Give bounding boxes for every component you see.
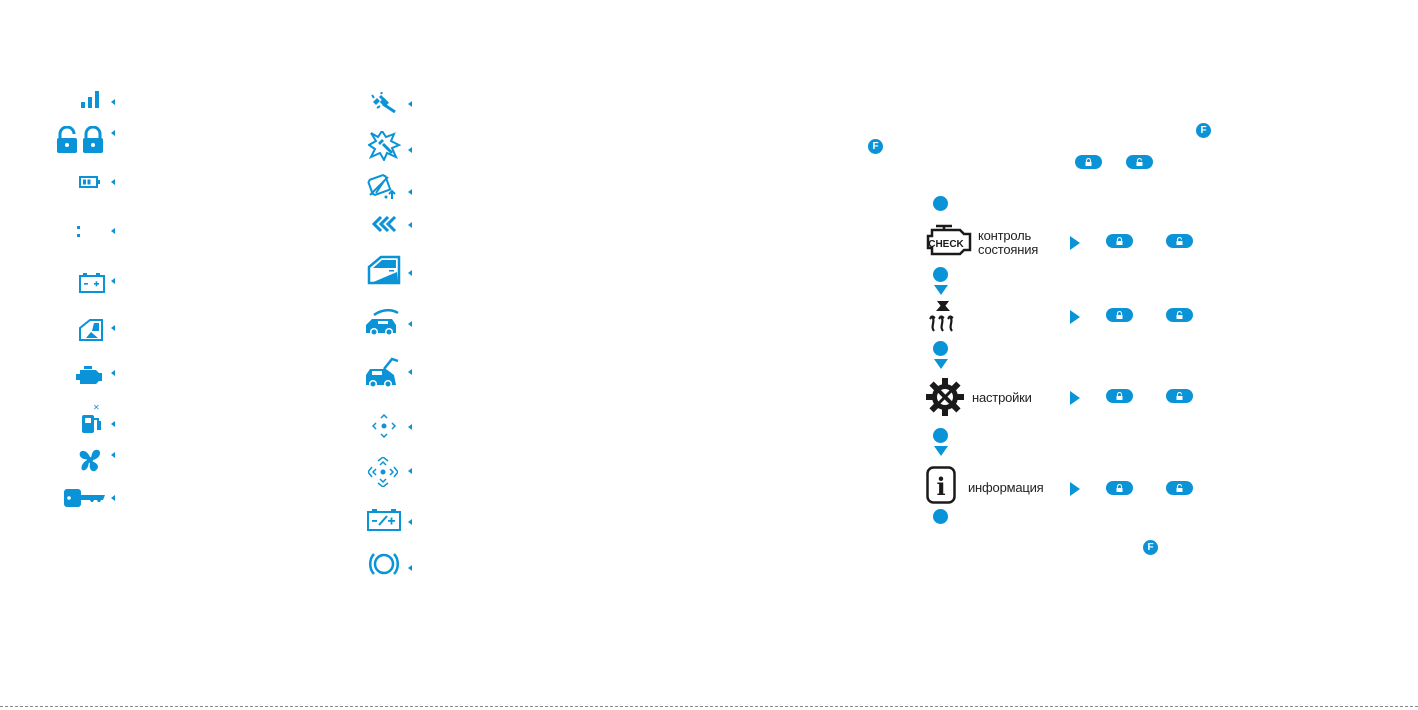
pointer-marker xyxy=(111,495,115,501)
arrow-down-icon xyxy=(934,359,948,369)
lock-button-icon xyxy=(1106,481,1133,495)
engine-icon xyxy=(76,366,104,386)
shock-sensor-icon xyxy=(371,92,399,114)
pointer-marker xyxy=(111,421,115,427)
unlock-button-icon xyxy=(1126,155,1153,169)
check-badge-text: CHECK xyxy=(928,239,964,250)
lock-button-icon xyxy=(1106,389,1133,403)
menu-item-label: контроль xyxy=(978,228,1032,243)
info-badge-text: i xyxy=(936,472,946,501)
unlock-button-icon xyxy=(1166,308,1193,322)
arrow-down-icon xyxy=(934,285,948,295)
arrow-right-icon xyxy=(1070,482,1080,496)
pointer-marker xyxy=(408,222,412,228)
pointer-marker xyxy=(408,270,412,276)
tilt-sensor-icon xyxy=(366,173,400,201)
step-dot xyxy=(933,509,948,524)
svg-text:✕: ✕ xyxy=(93,403,100,412)
step-dot xyxy=(933,341,948,356)
arrow-right-icon xyxy=(1070,310,1080,324)
unlock-button-icon xyxy=(1166,481,1193,495)
key-icon xyxy=(63,488,107,508)
brake-icon xyxy=(368,551,400,577)
shock-alarm-icon xyxy=(368,131,402,161)
f-button-icon: F xyxy=(1143,540,1158,555)
pointer-marker xyxy=(111,370,115,376)
lock-button-icon xyxy=(1075,155,1102,169)
menu-item-label: состояния xyxy=(978,242,1039,257)
pointer-marker xyxy=(111,179,115,185)
info-icon xyxy=(926,466,956,504)
pointer-marker xyxy=(408,321,412,327)
pointer-marker xyxy=(408,565,412,571)
step-dot xyxy=(933,196,948,211)
menu-item-label: информация xyxy=(968,480,1044,495)
colon-indicator-icon xyxy=(77,226,81,238)
lock-button-icon xyxy=(1106,234,1133,248)
pointer-marker xyxy=(111,452,115,458)
unlock-button-icon xyxy=(1166,234,1193,248)
f-button-icon: F xyxy=(868,139,883,154)
page-bottom-border xyxy=(0,706,1418,707)
door-open-icon xyxy=(367,255,401,285)
pointer-marker xyxy=(111,99,115,105)
battery-voltage-icon xyxy=(367,509,401,531)
car-battery-icon xyxy=(79,273,105,293)
fuel-station-icon xyxy=(80,403,104,435)
trunk-open-icon xyxy=(364,357,400,389)
arrow-right-icon xyxy=(1070,236,1080,250)
arrow-right-icon xyxy=(1070,391,1080,405)
check-engine-icon xyxy=(926,224,972,258)
step-dot xyxy=(933,267,948,282)
pointer-marker xyxy=(408,519,412,525)
chevrons-icon xyxy=(371,216,397,232)
f-button-icon: F xyxy=(1196,123,1211,138)
hood-open-icon xyxy=(364,309,400,337)
step-dot xyxy=(933,428,948,443)
pointer-marker xyxy=(408,369,412,375)
lock-unlock-icon xyxy=(55,126,105,154)
pointer-marker xyxy=(408,468,412,474)
pointer-marker xyxy=(111,228,115,234)
pointer-marker xyxy=(111,325,115,331)
motion-alarm-icon xyxy=(368,457,398,487)
signal-strength-icon xyxy=(80,88,102,108)
fan-icon xyxy=(76,446,104,474)
unlock-button-icon xyxy=(1166,389,1193,403)
pointer-marker xyxy=(111,278,115,284)
pointer-marker xyxy=(408,189,412,195)
battery-level-icon xyxy=(79,176,101,188)
settings-gear-icon xyxy=(925,377,965,417)
heater-icon xyxy=(928,301,958,333)
window-open-icon xyxy=(78,318,104,342)
lock-button-icon xyxy=(1106,308,1133,322)
pointer-marker xyxy=(408,101,412,107)
menu-item-label: настройки xyxy=(972,390,1032,405)
pointer-marker xyxy=(408,424,412,430)
pointer-marker xyxy=(408,147,412,153)
motion-sensor-icon xyxy=(372,414,396,438)
pointer-marker xyxy=(111,130,115,136)
arrow-down-icon xyxy=(934,446,948,456)
